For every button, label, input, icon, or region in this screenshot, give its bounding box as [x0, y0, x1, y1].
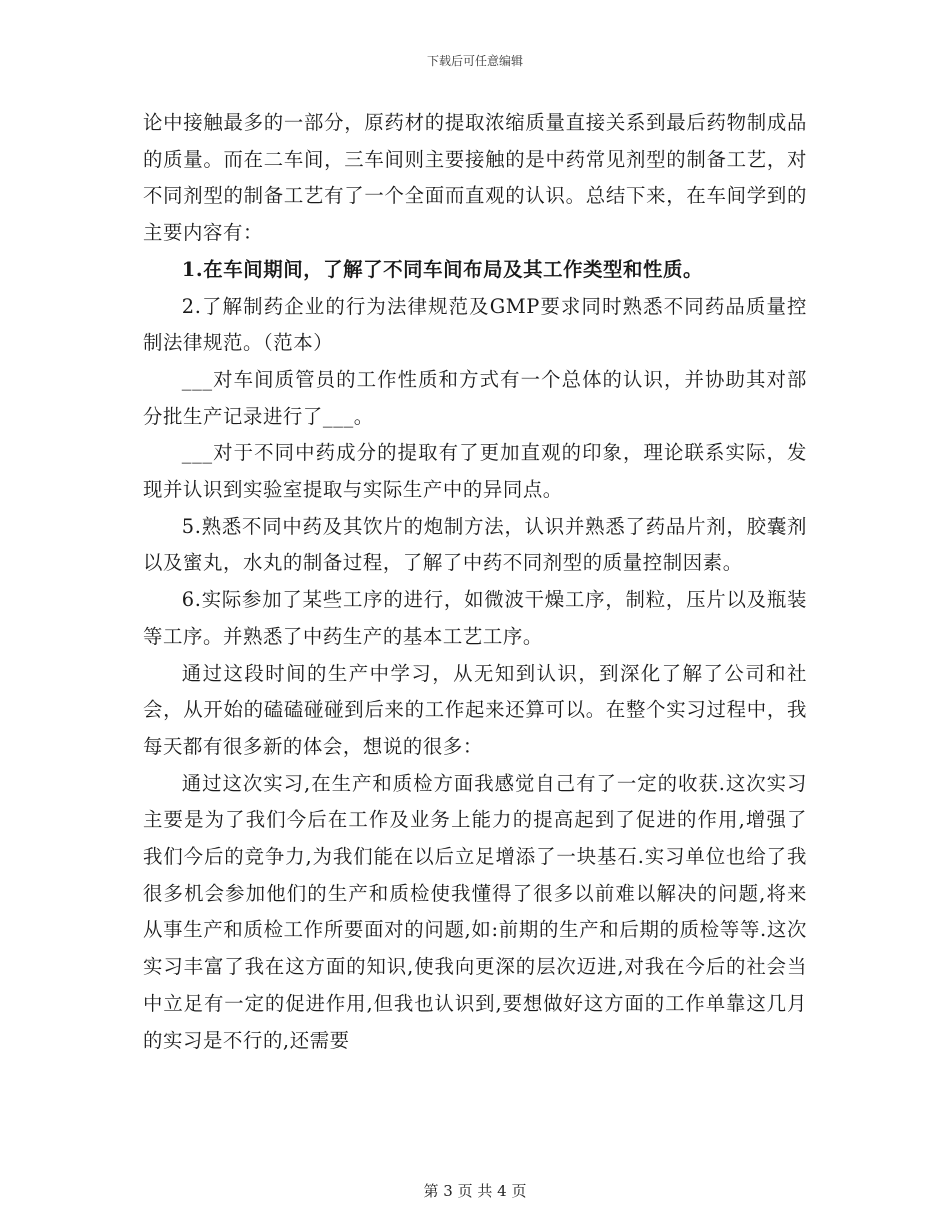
paragraph-item-4: ___对于不同中药成分的提取有了更加直观的印象，理论联系实际，发现并认识到实验室提取与实际生产中的异同点。 — [143, 441, 807, 502]
paragraph-item-5: 5.熟悉不同中药及其饮片的炮制方法，认识并熟悉了药品片剂，胶囊剂以及蜜丸，水丸的制备过程，了解了中药不同剂型的质量控制因素。 — [143, 514, 807, 575]
paragraph-item-3: ___对车间质管员的工作性质和方式有一个总体的认识，并协助其对部分批生产记录进行了___。 — [143, 367, 807, 428]
page-footer: 第 3 页 共 4 页 — [423, 1182, 527, 1200]
paragraph-item-6: 6.实际参加了某些工序的进行，如微波干燥工序，制粒，压片以及瓶装等工序。并熟悉了中药生产的基本工艺工序。 — [143, 588, 807, 648]
paragraph-item-1: 1.在车间期间，了解了不同车间布局及其工作类型和性质。 — [181, 257, 704, 281]
paragraph-item-2: 2.了解制药企业的行为法律规范及GMP要求同时熟悉不同药品质量控制法律规范。（范本） — [143, 294, 807, 355]
paragraph-summary: 通过这段时间的生产中学习，从无知到认识，到深化了解了公司和社会，从开始的磕磕碰碰到后来的工作起来还算可以。在整个实习过程中，我每天都有很多新的体会，想说的很多： — [143, 661, 807, 758]
paragraph-continuation: 论中接触最多的一部分，原药材的提取浓缩质量直接关系到最后药物制成品的质量。而在二车间，三车间则主要接触的是中药常见剂型的制备工艺，对不同剂型的制备工艺有了一个全面而直观的认识。总结下来，在车间学到的主要内容有： — [143, 111, 807, 245]
document-body — [143, 105, 807, 1059]
page-header: 下载后可任意编辑 — [426, 54, 523, 68]
paragraph-reflection: 通过这次实习,在生产和质检方面我感觉自己有了一定的收获.这次实习主要是为了我们今后在工作及业务上能力的提高起到了促进的作用,增强了我们今后的竞争力,为我们能在以后立足增添了一块基石.实习单位也给了我很多机会参加他们的生产和质检使我懂得了很多以前难以解决的问题,将来从事生产和质检工作所要面对的问题,如:前期的生产和后期的质检等等.这次实习丰富了我在这方面的知识,使我向更深的层次迈进,对我在今后的社会当中立足有一定的促进作用,但我也认识到,要想做好这方面的工作单靠这几月的实习是不行的,还需要 — [143, 771, 807, 1052]
